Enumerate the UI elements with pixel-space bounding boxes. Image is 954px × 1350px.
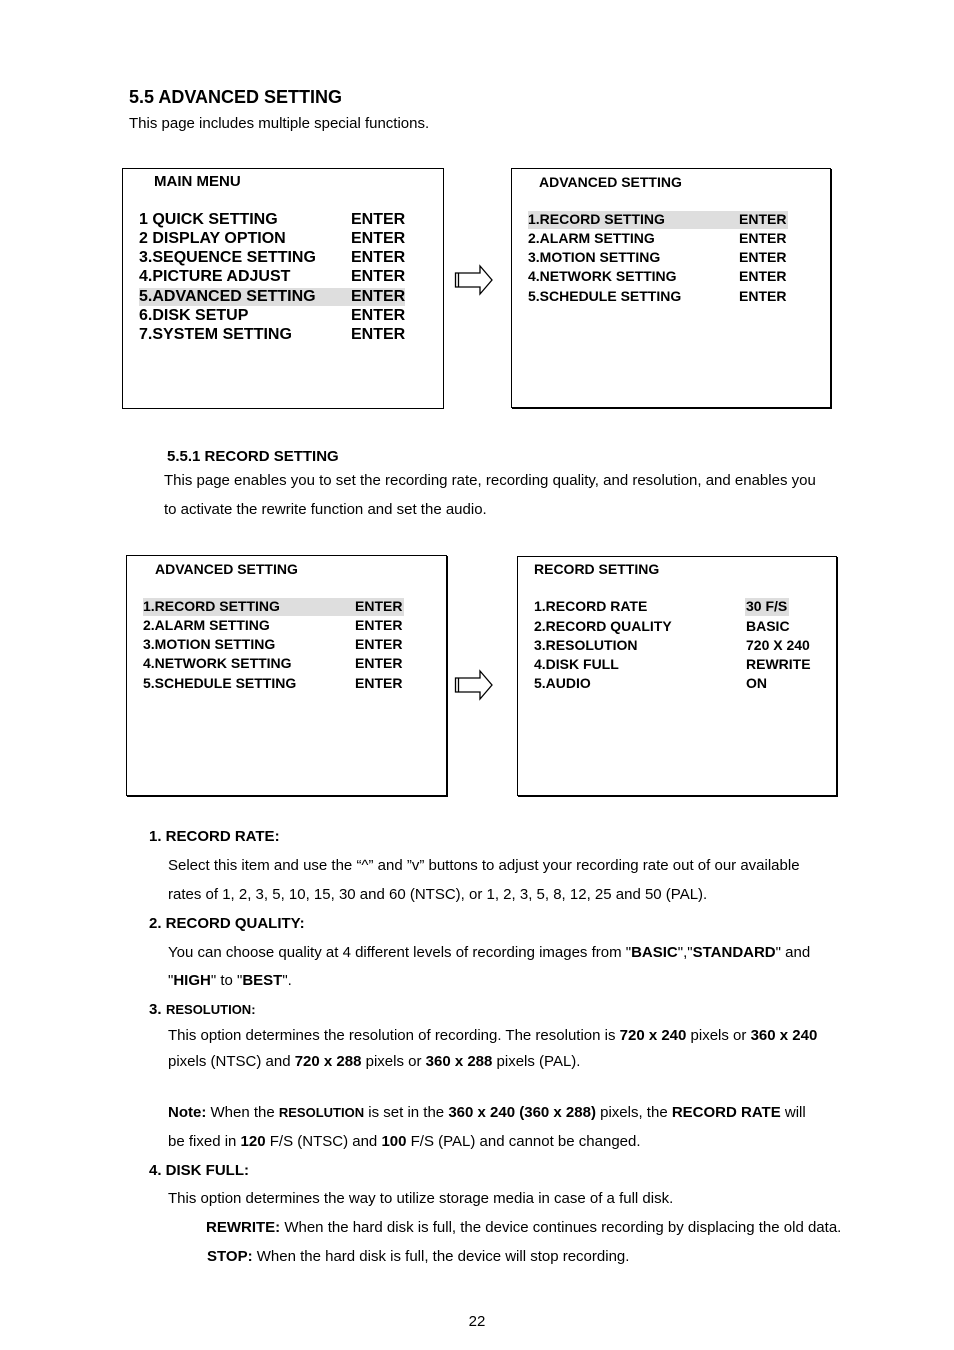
advanced-menu-item-label: 1.RECORD SETTING (143, 598, 280, 614)
subsection-title: 5.5.1 RECORD SETTING (167, 448, 339, 465)
main-menu-item-value: ENTER (351, 230, 406, 247)
resolution-note: be fixed in 120 F/S (NTSC) and 100 F/S (PAL) and cannot be changed. (168, 1133, 641, 1150)
advanced-menu-item-label: 3.MOTION SETTING (143, 636, 276, 652)
main-menu-item[interactable] (123, 249, 443, 267)
disk-full-stop: STOP: When the hard disk is full, the device will stop recording. (207, 1248, 630, 1265)
record-rate-text: Select this item and use the “^” and ”v” buttons to adjust your recording rate out of our available (168, 857, 800, 874)
record-menu-item-label: 2.RECORD QUALITY (534, 618, 672, 634)
main-menu-item-label: 2 DISPLAY OPTION (139, 230, 286, 247)
main-menu-item[interactable] (123, 326, 443, 344)
resolution-heading: 3. RESOLUTION: (149, 1001, 256, 1018)
advanced-menu-item-value: ENTER (355, 655, 403, 671)
main-menu-item-value: ENTER (351, 307, 406, 324)
advanced-menu-box (126, 555, 447, 796)
record-rate-text: rates of 1, 2, 3, 5, 10, 15, 30 and 60 (NTSC), or 1, 2, 3, 5, 8, 12, 25 and 50 (PAL). (168, 886, 708, 903)
main-menu-item-label: 5.ADVANCED SETTING (139, 288, 316, 305)
main-menu-item-label: 7.SYSTEM SETTING (139, 326, 292, 343)
record-menu-item-label: 4.DISK FULL (534, 656, 619, 672)
section-intro: This page includes multiple special functions. (129, 115, 430, 132)
record-menu-item-label: 5.AUDIO (534, 675, 591, 691)
main-menu-item-label: 6.DISK SETUP (139, 307, 249, 324)
main-menu-title: MAIN MENU (154, 173, 241, 190)
advanced-menu-item[interactable] (127, 636, 446, 654)
page-number: 22 (468, 1313, 486, 1330)
disk-full-rewrite: REWRITE: When the hard disk is full, the device continues recording by displacing the old data. (206, 1219, 842, 1236)
record-rate-heading: 1. RECORD RATE: (149, 828, 280, 845)
resolution-text: pixels (NTSC) and 720 x 288 pixels or 360 x 288 pixels (PAL). (168, 1053, 581, 1070)
advanced-menu-item-label: 5.SCHEDULE SETTING (528, 288, 682, 304)
advanced-menu-item-label: 4.NETWORK SETTING (143, 655, 292, 671)
advanced-menu-item[interactable] (127, 655, 446, 673)
advanced-menu-item-value: ENTER (739, 249, 787, 265)
advanced-menu-item[interactable] (512, 230, 830, 248)
advanced-menu-item-selected[interactable] (127, 598, 446, 616)
main-menu-item-value: ENTER (351, 288, 406, 305)
record-quality-heading: 2. RECORD QUALITY: (149, 915, 305, 932)
disk-full-heading: 4. DISK FULL: (149, 1162, 249, 1179)
advanced-menu-item-value: ENTER (739, 230, 787, 246)
resolution-note: Note: When the RESOLUTION is set in the 360 x 240 (360 x 288) pixels, the RECORD RATE will (168, 1104, 806, 1121)
advanced-menu-item-value: ENTER (739, 288, 787, 304)
record-menu-item[interactable] (518, 656, 836, 674)
record-menu-item-value: 30 F/S (746, 598, 788, 614)
main-menu-item-value: ENTER (351, 249, 406, 266)
main-menu-item[interactable] (123, 230, 443, 248)
main-menu-item[interactable] (123, 268, 443, 286)
advanced-menu-item-value: ENTER (739, 211, 787, 227)
arrow-right-icon (454, 669, 494, 701)
advanced-menu-item-label: 1.RECORD SETTING (528, 211, 665, 227)
advanced-menu-item-label: 3.MOTION SETTING (528, 249, 661, 265)
advanced-menu-item[interactable] (512, 268, 830, 286)
advanced-menu-item-value: ENTER (739, 268, 787, 284)
record-menu-item-value: ON (746, 675, 767, 691)
record-menu-item-label: 3.RESOLUTION (534, 637, 638, 653)
advanced-menu-item[interactable] (127, 675, 446, 693)
resolution-text: This option determines the resolution of recording. The resolution is 720 x 240 pixels or 360 x 240 (168, 1027, 818, 1044)
main-menu-item-value: ENTER (351, 211, 406, 228)
record-menu-item-value: 720 X 240 (746, 637, 810, 653)
main-menu-item-label: 3.SEQUENCE SETTING (139, 249, 316, 266)
main-menu-item-value: ENTER (351, 326, 406, 343)
advanced-menu-item-label: 2.ALARM SETTING (143, 617, 270, 633)
advanced-menu-item[interactable] (512, 249, 830, 267)
advanced-menu-box (511, 168, 831, 408)
advanced-menu-item[interactable] (512, 288, 830, 306)
subsection-line: This page enables you to set the recording rate, recording quality, and resolution, and enables you (164, 472, 816, 489)
main-menu-box (122, 168, 444, 409)
main-menu-item-label: 1 QUICK SETTING (139, 211, 278, 228)
main-menu-item-label: 4.PICTURE ADJUST (139, 268, 291, 285)
main-menu-item[interactable] (123, 307, 443, 325)
advanced-menu-title: ADVANCED SETTING (539, 174, 682, 190)
advanced-menu-item-selected[interactable] (512, 211, 830, 229)
advanced-menu-item-value: ENTER (355, 598, 403, 614)
main-menu-item-value: ENTER (351, 268, 406, 285)
advanced-menu-item[interactable] (127, 617, 446, 635)
advanced-menu-item-label: 4.NETWORK SETTING (528, 268, 677, 284)
advanced-menu-item-label: 5.SCHEDULE SETTING (143, 675, 297, 691)
advanced-menu-title: ADVANCED SETTING (155, 561, 298, 577)
record-menu-item-value: REWRITE (746, 656, 811, 672)
advanced-menu-item-value: ENTER (355, 617, 403, 633)
subsection-line: to activate the rewrite function and set the audio. (164, 501, 487, 518)
record-menu-box (517, 556, 837, 796)
record-menu-item-value: BASIC (746, 618, 790, 634)
record-menu-item-label: 1.RECORD RATE (534, 598, 648, 614)
main-menu-item-selected[interactable] (123, 288, 443, 306)
record-menu-item[interactable] (518, 675, 836, 693)
advanced-menu-item-value: ENTER (355, 636, 403, 652)
record-menu-item[interactable] (518, 637, 836, 655)
arrow-right-icon (454, 264, 494, 296)
record-quality-text: You can choose quality at 4 different levels of recording images from "BASIC","STANDARD" and (168, 944, 811, 961)
section-title: 5.5 ADVANCED SETTING (129, 87, 343, 107)
advanced-menu-item-value: ENTER (355, 675, 403, 691)
record-menu-title: RECORD SETTING (534, 561, 660, 577)
disk-full-text: This option determines the way to utilize storage media in case of a full disk. (168, 1190, 674, 1207)
main-menu-item[interactable] (123, 211, 443, 229)
record-quality-text: "HIGH" to "BEST". (168, 972, 292, 989)
advanced-menu-item-label: 2.ALARM SETTING (528, 230, 655, 246)
record-menu-item[interactable] (518, 618, 836, 636)
record-menu-item-selected[interactable] (518, 598, 836, 616)
